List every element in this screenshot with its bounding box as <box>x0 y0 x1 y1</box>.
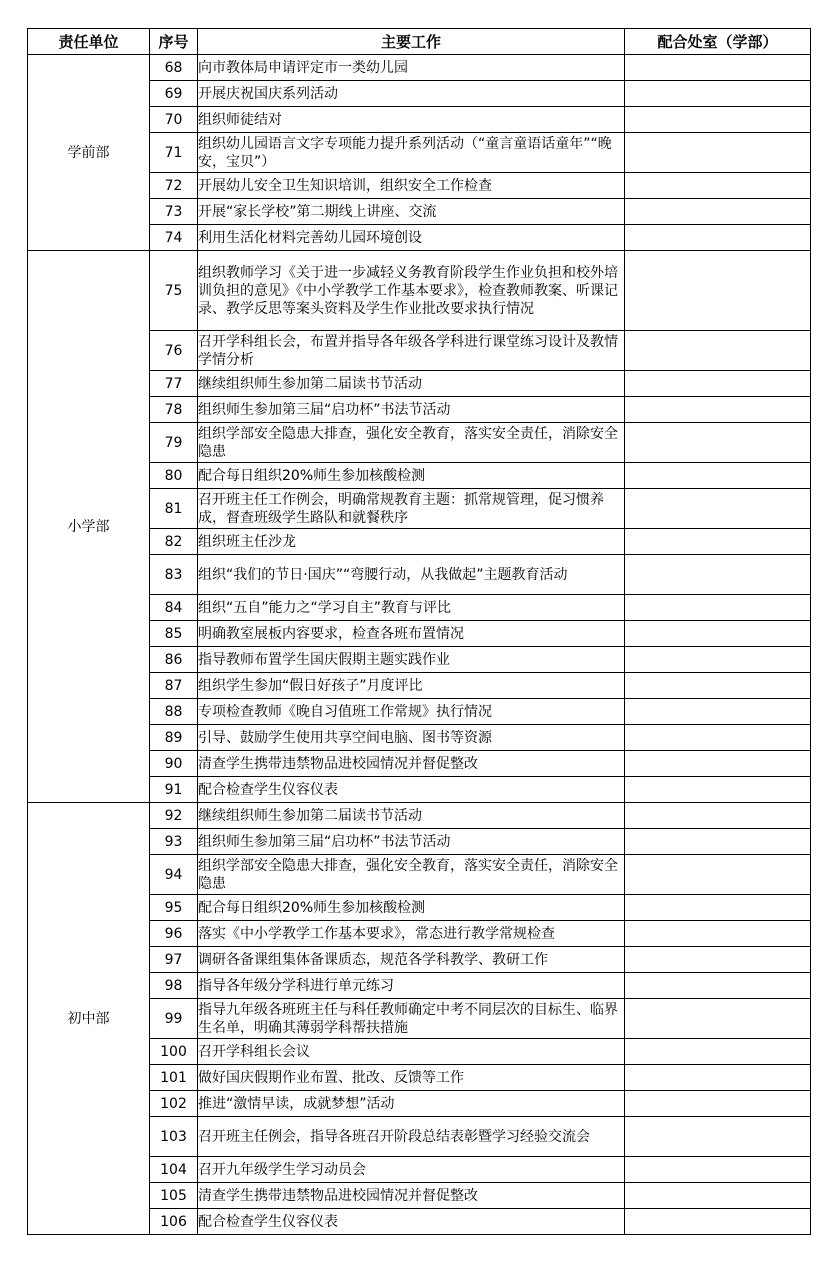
cooperating-office-cell <box>625 1117 811 1157</box>
cooperating-office-cell <box>625 371 811 397</box>
row-number-cell: 100 <box>150 1039 198 1065</box>
row-number-cell: 84 <box>150 595 198 621</box>
row-number-cell: 94 <box>150 855 198 895</box>
row-number-cell: 75 <box>150 251 198 331</box>
cooperating-office-cell <box>625 751 811 777</box>
cooperating-office-cell <box>625 699 811 725</box>
cooperating-office-cell <box>625 81 811 107</box>
main-work-cell: 开展“家长学校”第二期线上讲座、交流 <box>198 199 625 225</box>
main-work-cell: 组织幼儿园语言文字专项能力提升系列活动（“童言童语话童年”“晚安，宝贝”） <box>198 133 625 173</box>
main-work-cell: 配合检查学生仪容仪表 <box>198 777 625 803</box>
row-number-cell: 97 <box>150 947 198 973</box>
main-work-cell: 清查学生携带违禁物品进校园情况并督促整改 <box>198 1183 625 1209</box>
row-number-cell: 82 <box>150 529 198 555</box>
cooperating-office-cell <box>625 423 811 463</box>
cooperating-office-cell <box>625 55 811 81</box>
main-work-cell: 配合每日组织20%师生参加核酸检测 <box>198 895 625 921</box>
main-work-cell: 组织学部安全隐患大排查，强化安全教育，落实安全责任，消除安全隐患 <box>198 423 625 463</box>
row-number-cell: 90 <box>150 751 198 777</box>
main-work-cell: 继续组织师生参加第二届读书节活动 <box>198 371 625 397</box>
cooperating-office-cell <box>625 973 811 999</box>
main-work-cell: 指导各年级分学科进行单元练习 <box>198 973 625 999</box>
cooperating-office-cell <box>625 1091 811 1117</box>
cooperating-office-cell <box>625 895 811 921</box>
main-work-cell: 组织学部安全隐患大排查，强化安全教育，落实安全责任，消除安全隐患 <box>198 855 625 895</box>
cooperating-office-cell <box>625 1157 811 1183</box>
cooperating-office-cell <box>625 947 811 973</box>
cooperating-office-cell <box>625 647 811 673</box>
row-number-cell: 96 <box>150 921 198 947</box>
cooperating-office-cell <box>625 133 811 173</box>
main-work-cell: 召开班主任工作例会，明确常规教育主题：抓常规管理，促习惯养成，督查班级学生路队和就餐秩序 <box>198 489 625 529</box>
cooperating-office-cell <box>625 673 811 699</box>
row-number-cell: 83 <box>150 555 198 595</box>
row-number-cell: 103 <box>150 1117 198 1157</box>
row-number-cell: 78 <box>150 397 198 423</box>
header-cooperating-office: 配合处室（学部） <box>625 29 811 55</box>
main-work-cell: 调研各备课组集体备课质态，规范各学科教学、教研工作 <box>198 947 625 973</box>
cooperating-office-cell <box>625 463 811 489</box>
row-number-cell: 101 <box>150 1065 198 1091</box>
row-number-cell: 70 <box>150 107 198 133</box>
cooperating-office-cell <box>625 1183 811 1209</box>
main-work-cell: 向市教体局申请评定市一类幼儿园 <box>198 55 625 81</box>
main-work-cell: 开展幼儿安全卫生知识培训，组织安全工作检查 <box>198 173 625 199</box>
row-number-cell: 87 <box>150 673 198 699</box>
row-number-cell: 104 <box>150 1157 198 1183</box>
main-work-cell: 引导、鼓励学生使用共享空间电脑、图书等资源 <box>198 725 625 751</box>
cooperating-office-cell <box>625 529 811 555</box>
main-work-cell: 组织学生参加“假日好孩子”月度评比 <box>198 673 625 699</box>
table-row <box>28 803 811 829</box>
table-row <box>28 55 811 81</box>
row-number-cell: 106 <box>150 1209 198 1235</box>
cooperating-office-cell <box>625 107 811 133</box>
row-number-cell: 74 <box>150 225 198 251</box>
row-number-cell: 99 <box>150 999 198 1039</box>
main-work-cell: 组织班主任沙龙 <box>198 529 625 555</box>
header-unit: 责任单位 <box>28 29 150 55</box>
main-work-cell: 组织教师学习《关于进一步减轻义务教育阶段学生作业负担和校外培训负担的意见》《中小学教学工作基本要求》，检查教师教案、听课记录、教学反思等案头资料及学生作业批改要求执行情况 <box>198 251 625 331</box>
row-number-cell: 69 <box>150 81 198 107</box>
cooperating-office-cell <box>625 999 811 1039</box>
cooperating-office-cell <box>625 397 811 423</box>
row-number-cell: 98 <box>150 973 198 999</box>
header-main-work: 主要工作 <box>198 29 625 55</box>
cooperating-office-cell <box>625 555 811 595</box>
cooperating-office-cell <box>625 1065 811 1091</box>
responsible-unit-cell: 小学部 <box>28 251 150 803</box>
row-number-cell: 92 <box>150 803 198 829</box>
table-row <box>28 251 811 331</box>
responsible-unit-cell: 初中部 <box>28 803 150 1235</box>
row-number-cell: 76 <box>150 331 198 371</box>
header-number: 序号 <box>150 29 198 55</box>
main-work-cell: 组织师徒结对 <box>198 107 625 133</box>
cooperating-office-cell <box>625 173 811 199</box>
cooperating-office-cell <box>625 331 811 371</box>
main-work-cell: 清查学生携带违禁物品进校园情况并督促整改 <box>198 751 625 777</box>
row-number-cell: 91 <box>150 777 198 803</box>
row-number-cell: 105 <box>150 1183 198 1209</box>
row-number-cell: 80 <box>150 463 198 489</box>
cooperating-office-cell <box>625 1209 811 1235</box>
row-number-cell: 77 <box>150 371 198 397</box>
main-work-cell: 落实《中小学教学工作基本要求》，常态进行教学常规检查 <box>198 921 625 947</box>
cooperating-office-cell <box>625 489 811 529</box>
row-number-cell: 72 <box>150 173 198 199</box>
cooperating-office-cell <box>625 855 811 895</box>
main-work-cell: 继续组织师生参加第二届读书节活动 <box>198 803 625 829</box>
row-number-cell: 71 <box>150 133 198 173</box>
main-work-cell: 开展庆祝国庆系列活动 <box>198 81 625 107</box>
cooperating-office-cell <box>625 777 811 803</box>
main-work-cell: 组织“我们的节日·国庆”“弯腰行动，从我做起”主题教育活动 <box>198 555 625 595</box>
cooperating-office-cell <box>625 225 811 251</box>
main-work-cell: 明确教室展板内容要求，检查各班布置情况 <box>198 621 625 647</box>
row-number-cell: 81 <box>150 489 198 529</box>
row-number-cell: 89 <box>150 725 198 751</box>
main-work-cell: 专项检查教师《晚自习值班工作常规》执行情况 <box>198 699 625 725</box>
main-work-cell: 召开学科组长会，布置并指导各年级各学科进行课堂练习设计及教情学情分析 <box>198 331 625 371</box>
main-work-cell: 组织师生参加第三届“启功杯”书法节活动 <box>198 829 625 855</box>
row-number-cell: 85 <box>150 621 198 647</box>
main-work-cell: 指导教师布置学生国庆假期主题实践作业 <box>198 647 625 673</box>
main-work-cell: 推进“激情早读，成就梦想”活动 <box>198 1091 625 1117</box>
work-plan-table <box>27 28 811 1235</box>
main-work-cell: 做好国庆假期作业布置、批改、反馈等工作 <box>198 1065 625 1091</box>
cooperating-office-cell <box>625 803 811 829</box>
row-number-cell: 93 <box>150 829 198 855</box>
row-number-cell: 73 <box>150 199 198 225</box>
table-body <box>28 55 811 1235</box>
cooperating-office-cell <box>625 1039 811 1065</box>
row-number-cell: 79 <box>150 423 198 463</box>
main-work-cell: 利用生活化材料完善幼儿园环境创设 <box>198 225 625 251</box>
cooperating-office-cell <box>625 199 811 225</box>
main-work-cell: 配合每日组织20%师生参加核酸检测 <box>198 463 625 489</box>
cooperating-office-cell <box>625 251 811 331</box>
row-number-cell: 88 <box>150 699 198 725</box>
row-number-cell: 102 <box>150 1091 198 1117</box>
main-work-cell: 组织师生参加第三届“启功杯”书法节活动 <box>198 397 625 423</box>
responsible-unit-cell: 学前部 <box>28 55 150 251</box>
cooperating-office-cell <box>625 725 811 751</box>
row-number-cell: 68 <box>150 55 198 81</box>
cooperating-office-cell <box>625 621 811 647</box>
main-work-cell: 组织“五自”能力之“学习自主”教育与评比 <box>198 595 625 621</box>
row-number-cell: 86 <box>150 647 198 673</box>
main-work-cell: 召开班主任例会，指导各班召开阶段总结表彰暨学习经验交流会 <box>198 1117 625 1157</box>
cooperating-office-cell <box>625 595 811 621</box>
main-work-cell: 指导九年级各班班主任与科任教师确定中考不同层次的目标生、临界生名单，明确其薄弱学科帮扶措施 <box>198 999 625 1039</box>
header-row <box>28 29 811 55</box>
main-work-cell: 召开九年级学生学习动员会 <box>198 1157 625 1183</box>
row-number-cell: 95 <box>150 895 198 921</box>
cooperating-office-cell <box>625 829 811 855</box>
main-work-cell: 召开学科组长会议 <box>198 1039 625 1065</box>
cooperating-office-cell <box>625 921 811 947</box>
main-work-cell: 配合检查学生仪容仪表 <box>198 1209 625 1235</box>
